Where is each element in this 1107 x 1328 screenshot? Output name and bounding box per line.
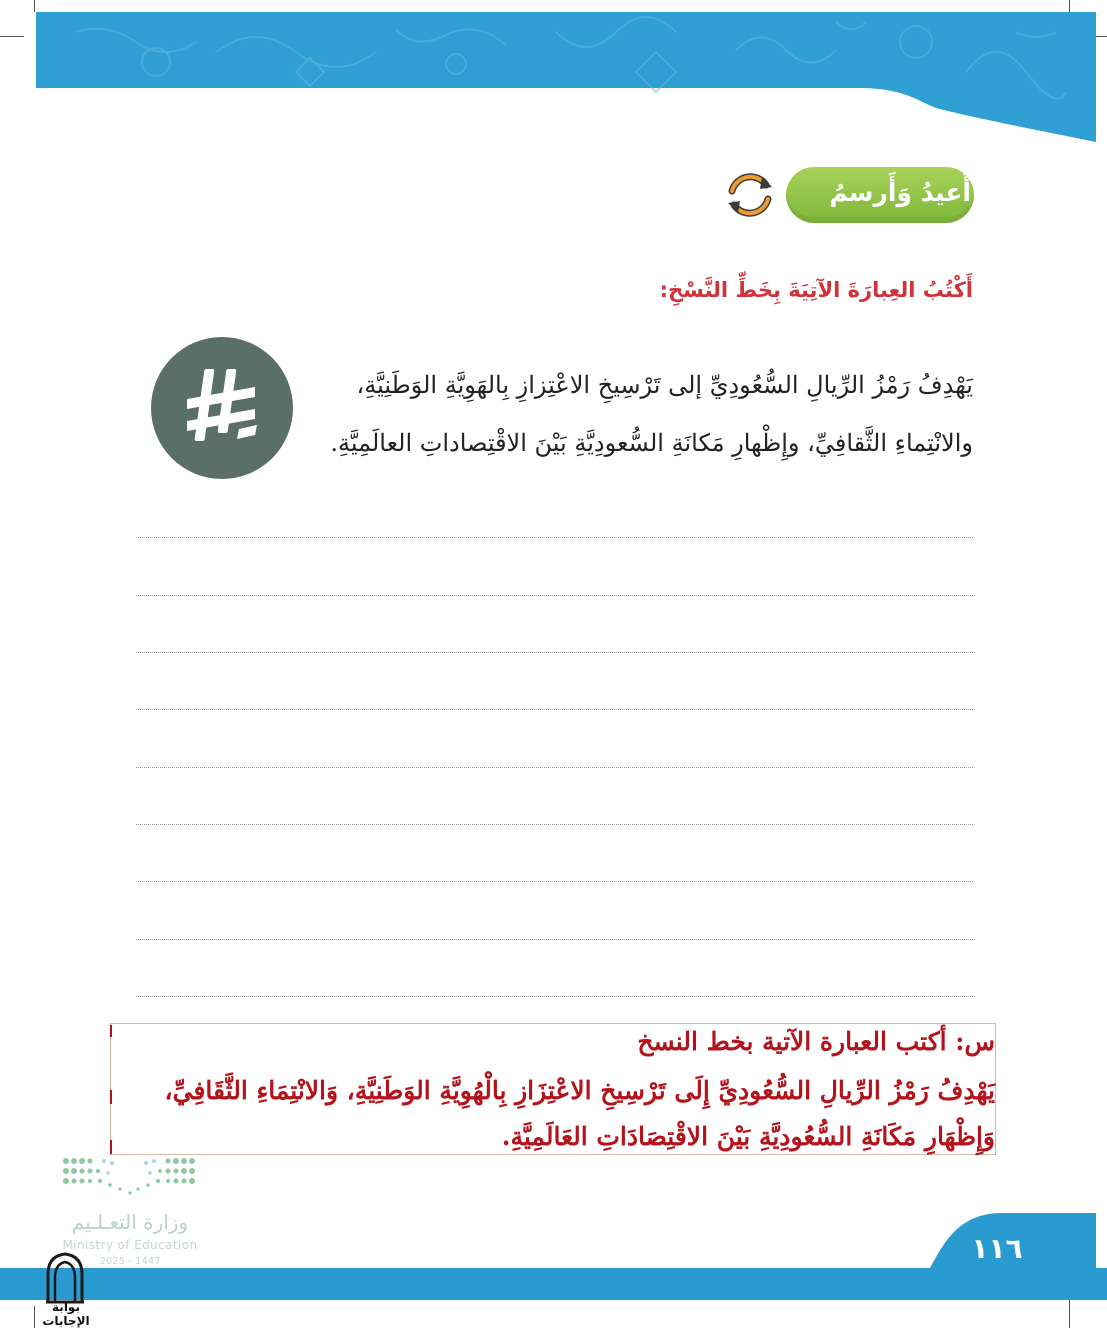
- crop-mark: [0, 36, 24, 37]
- ministry-year: 2025 - 1447: [99, 1256, 161, 1267]
- footer-band: [0, 1210, 1107, 1300]
- refresh-cycle-icon: [722, 167, 778, 223]
- crop-mark: [1069, 1300, 1070, 1328]
- ministry-name-english: Ministry of Education: [62, 1238, 198, 1252]
- answer-box-mark: [110, 1140, 112, 1154]
- header-band: [36, 12, 1096, 142]
- model-paragraph: يَهْدِفُ رَمْزُ الرِّيالِ السُّعُودِيِّ إلى تَرْسِيخِ الاعْتِزازِ بِالهَوِيَّةِ الوَطَنِيَّةِ، والانْتِماءِ الثَّقافِيِّ، وإِظْهارِ مَكانَةِ السُّعودِيَّةِ بَيْنَ الاقْتِصاداتِ العالَمِيَّةِ.: [330, 371, 973, 457]
- page-number: ١١٦: [971, 1232, 1023, 1265]
- writing-line[interactable]: [136, 767, 973, 768]
- writing-line[interactable]: [136, 652, 973, 653]
- ministry-name-arabic: وزارة التعـلـيم: [71, 1210, 189, 1234]
- writing-line[interactable]: [136, 939, 973, 940]
- answer-question: س: أكتب العبارة الآتية بخط النسخ: [637, 1027, 995, 1056]
- answer-box-mark: [110, 1025, 112, 1037]
- writing-line[interactable]: [136, 537, 973, 538]
- riyal-badge: [151, 337, 293, 479]
- writing-line[interactable]: [136, 996, 973, 997]
- writing-line[interactable]: [136, 595, 973, 596]
- answer-box-mark: [110, 1090, 112, 1104]
- crop-mark: [34, 0, 35, 12]
- answer-body: يَهْدِفُ رَمْزُ الرِّيالِ السُّعُودِيِّ إِلَى تَرْسِيخِ الاعْتِزَازِ بِالْهُوِيَّةِ الوَطَنِيَّةِ، وَالانْتِمَاءِ الثَّقَافِيِّ، وَإِظْهَارِ مَكَانَةِ السُّعُودِيَّةِ بَيْنَ الاقْتِصَادَاتِ العَالَمِيَّةِ.: [164, 1076, 995, 1151]
- watermark-text: بوابة الإجابات: [42, 1300, 90, 1328]
- writing-line[interactable]: [136, 709, 973, 710]
- ministry-logo-dots: [60, 1155, 200, 1200]
- saudi-riyal-symbol-icon: [151, 337, 293, 479]
- writing-line[interactable]: [136, 881, 973, 882]
- header-pattern: [36, 12, 1096, 142]
- section-title: أُعيدُ وَأَرسمُ: [829, 178, 971, 207]
- writing-line[interactable]: [136, 824, 973, 825]
- instruction-text: أَكْتُبُ العِبارَةَ الآتِيَةَ بِخَطِّ النَّسْخِ:: [659, 278, 973, 302]
- arch-gate-icon: [44, 1252, 86, 1304]
